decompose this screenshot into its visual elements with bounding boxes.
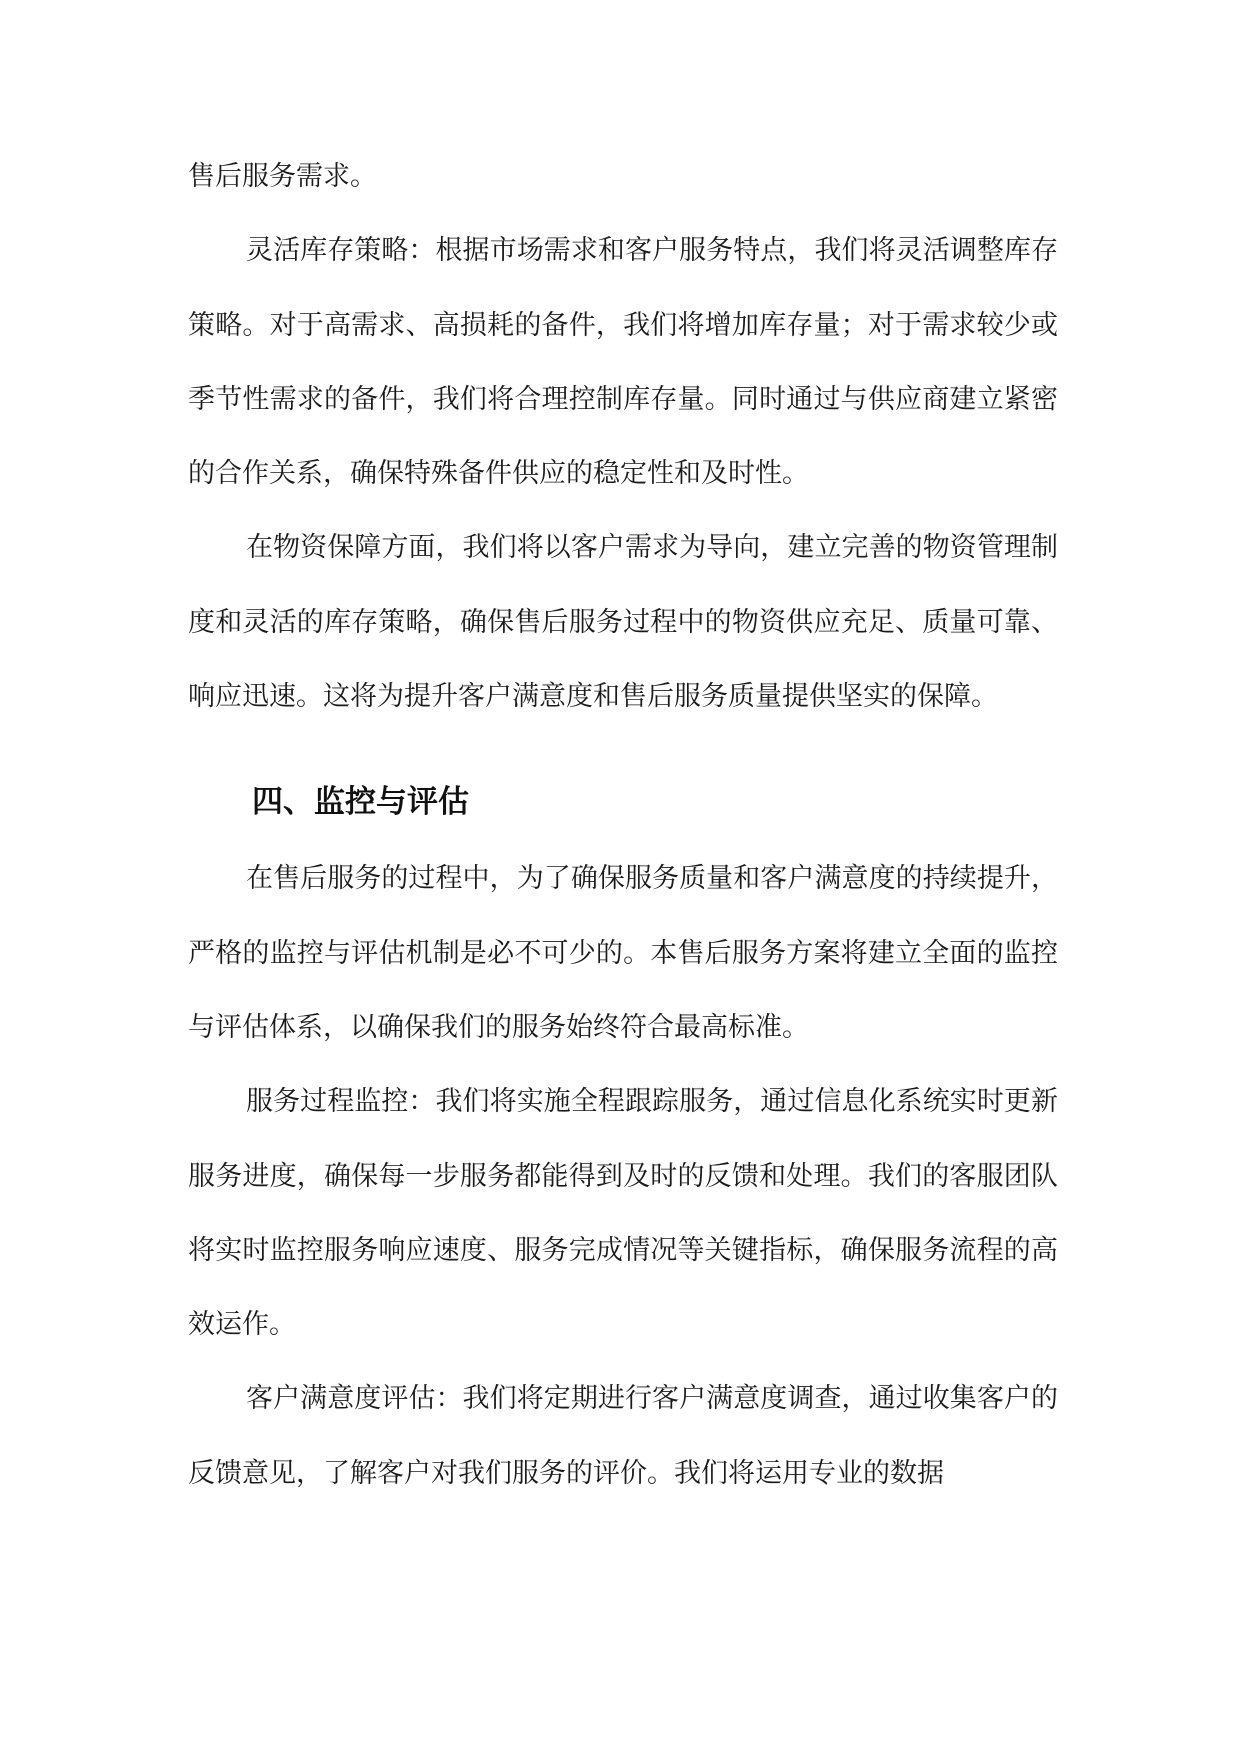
- continuation-paragraph: 售后服务需求。: [188, 161, 377, 192]
- paragraph-process-monitoring: 服务过程监控：我们将实施全程跟踪服务，通过信息化系统实时更新服务进度，确保每一步服务都能得到及时的反馈和处理。我们的客服团队将实时监控服务响应速度、服务完成情况等关键指标，确保服务流程的高效运作。: [188, 1086, 1058, 1341]
- document-body: [188, 140, 1058, 1511]
- section-heading: 四、监控与评估: [252, 784, 469, 821]
- paragraph-material-guarantee: 在物资保障方面，我们将以客户需求为导向，建立完善的物资管理制度和灵活的库存策略，确保售后服务过程中的物资供应充足、质量可靠、响应迅速。这将为提升客户满意度和售后服务质量提供坚实的保障。: [188, 532, 1058, 713]
- paragraph-monitoring-intro: 在售后服务的过程中，为了确保服务质量和客户满意度的持续提升，严格的监控与评估机制是必不可少的。本售后服务方案将建立全面的监控与评估体系，以确保我们的服务始终符合最高标准。: [188, 863, 1058, 1043]
- paragraph-inventory-strategy: 灵活库存策略：根据市场需求和客户服务特点，我们将灵活调整库存策略。对于高需求、高损耗的备件，我们将增加库存量；对于需求较少或季节性需求的备件，我们将合理控制库存量。同时通过与供应商建立紧密的合作关系，确保特殊备件供应的稳定性和及时性。: [188, 235, 1058, 490]
- paragraph-satisfaction-evaluation: 客户满意度评估：我们将定期进行客户满意度调查，通过收集客户的反馈意见，了解客户对我们服务的评价。我们将运用专业的数据: [188, 1383, 1058, 1489]
